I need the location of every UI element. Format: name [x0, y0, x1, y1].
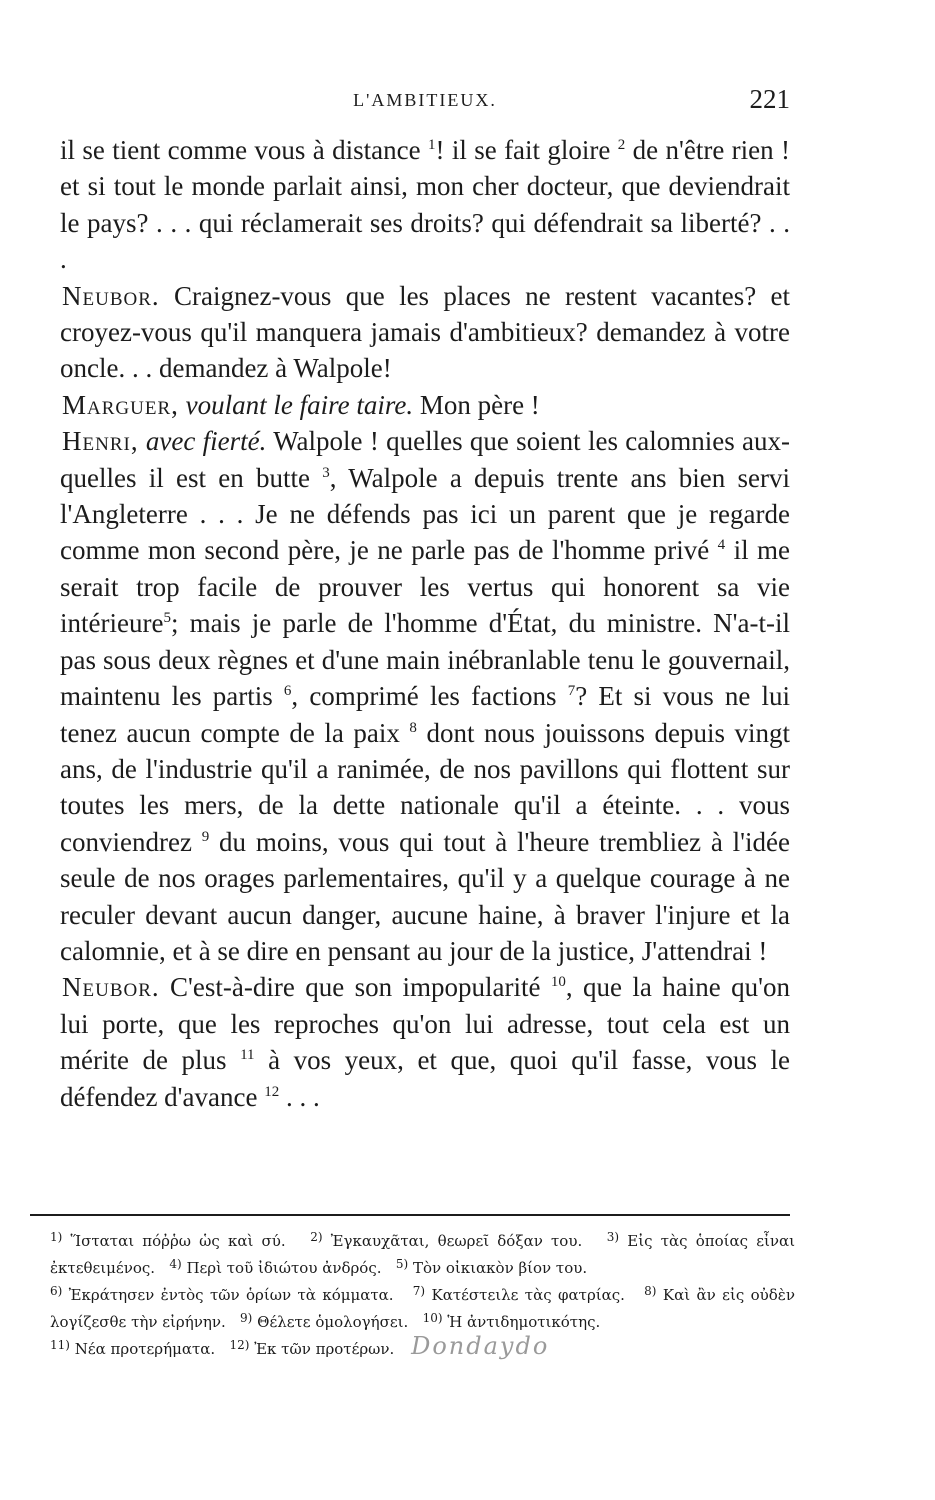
- running-title: L'AMBITIEUX.: [353, 90, 497, 110]
- footnote-text: Ἵσταται πόῤῥω ὡς καὶ σύ.: [70, 1232, 286, 1250]
- handwritten-signature: Dondaydo: [411, 1332, 550, 1360]
- footnote-number: 8): [644, 1284, 657, 1298]
- footnote-number: 2): [310, 1230, 323, 1244]
- speaker-name: Henri,: [62, 426, 139, 457]
- footnote-ref: 2: [617, 137, 626, 153]
- footnote-ref: 8: [409, 719, 417, 736]
- speaker-name: Neubor.: [62, 280, 160, 311]
- text-run: dont nous jouissons depuis vingt ans, de l'industrie qu'il a ranimée, de nos pavillons qui flottent sur toutes les mers, de la dette nationale qu'il a éteinte. . . vous conviendrez: [60, 717, 791, 857]
- text-run: il me serait trop facile de prouver les vertus qui honorent sa vie intérieure: [60, 535, 791, 639]
- footnote-ref: 5: [163, 610, 171, 627]
- footnote-ref: 12: [264, 1083, 280, 1100]
- footnote-text: Ἐγκαυχᾶται, θεωρεῖ δόξαν του.: [330, 1232, 583, 1250]
- footnote-ref: 3: [322, 464, 330, 481]
- footnote-ref: 10: [550, 974, 566, 991]
- page-header: [60, 84, 790, 124]
- footnote-text: Θέλετε ὁμολογήσει.: [257, 1313, 409, 1331]
- footnote-ref: 6: [283, 683, 292, 700]
- footnote-block: [50, 1226, 795, 1280]
- footnote-number: 11): [50, 1338, 70, 1352]
- text-run: il se tient comme vous à distance: [60, 135, 421, 165]
- footnote-number: 4): [169, 1257, 182, 1271]
- paragraph-henri: [60, 423, 790, 969]
- footnote-divider: [30, 1214, 790, 1216]
- footnote-text: Νέα προτερήματα.: [74, 1340, 216, 1358]
- speaker-name: Neubor.: [62, 972, 160, 1003]
- text-run: à vos yeux, et que, quoi qu'il fasse, vous le défendez d'avance: [60, 1045, 791, 1112]
- dialogue-text: [60, 132, 790, 1115]
- text-run: . . .: [285, 1081, 320, 1112]
- footnote-number: 9): [240, 1311, 253, 1325]
- paragraph-neubor-reply: [60, 969, 790, 1115]
- paragraph-marguer: [60, 387, 790, 423]
- footnote-number: 12): [229, 1338, 250, 1352]
- footnote-number: 7): [412, 1284, 426, 1298]
- page-number: 221: [749, 84, 790, 114]
- text-run: Walpole ! quelles que soient les calomnies aux-quelles il est en butte: [60, 426, 791, 493]
- footnote-number: 10): [422, 1311, 443, 1325]
- text-run: Mon père !: [419, 389, 540, 420]
- text-run: , que la haine qu'on lui porte, que les reproches qu'on lui adresse, tout cela est un mérite de plus: [60, 972, 790, 1076]
- footnote-text: Καὶ ἂν εἰς οὐδὲν λογίζεσθε τὴν εἰρήνην.: [50, 1286, 795, 1331]
- footnote-text: Ἐκ τῶν προτέρων.: [254, 1340, 395, 1358]
- text-run: du moins, vous qui tout à l'heure trembliez à l'idée seule de nos orages parlementaires, qu'il y a quelque courage à ne reculer devant aucun danger, aucune haine, à braver l'injure et la calomnie, et à se dire en pensant au jour de la justice, J'attendrai !: [60, 826, 791, 966]
- footnote-text: Εἰς τὰς ὁποίας εἶναι ἐκτεθειμένος.: [50, 1232, 795, 1277]
- footnote-text: Κατέστειλε τὰς φατρίας.: [431, 1286, 625, 1304]
- text-run: , comprimé les factions: [291, 681, 557, 712]
- speaker-name: Marguer,: [62, 389, 179, 420]
- footnote-ref: 11: [240, 1047, 255, 1064]
- text-run: , Walpole a depuis trente ans bien servi l'Angleterre . . . Je ne défends pas ici un parent que je regarde comme mon second père, je ne parle pas de l'homme privé: [60, 462, 790, 566]
- text-run: ; mais je parle de l'homme d'État, du ministre. N'a-t-il pas sous deux règnes et d'une main inébranlable tenu le gouvernail, maintenu les partis: [60, 608, 790, 712]
- footnote-ref: 9: [201, 828, 210, 845]
- footnote-block: [50, 1334, 795, 1361]
- footnote-text: Ἐκράτησεν ἐντὸς τῶν ὁρίων τὰ κόμματα.: [68, 1286, 394, 1304]
- text-run: ? Et si vous ne lui tenez aucun compte de la paix: [60, 681, 790, 748]
- stage-direction: voulant le faire taire.: [185, 389, 414, 420]
- footnote-text: Περὶ τοῦ ἰδιώτου ἀνδρός.: [186, 1259, 382, 1277]
- footnote-number: 5): [395, 1257, 409, 1271]
- paragraph-neubor: [60, 278, 790, 387]
- stage-direction: avec fierté.: [145, 426, 267, 457]
- text-run: ! il se fait gloire: [435, 135, 611, 165]
- footnotes: [50, 1226, 795, 1361]
- footnote-number: 1): [50, 1230, 63, 1244]
- footnote-number: 6): [50, 1284, 63, 1298]
- text-run: de n'être rien ! et si tout le monde parlait ainsi, mon cher docteur, que deviendrait le pays? . . . qui réclamerait ses droits? qui défendrait sa liberté? . . .: [60, 135, 791, 275]
- footnote-ref: 4: [717, 537, 726, 554]
- text-run: Craignez-vous que les places ne restent vacantes? et croyez-vous qu'il manquera jamais d'ambitieux? demandez à votre oncle. . . demandez à Walpole!: [60, 280, 790, 384]
- text-run: C'est-à-dire que son impopularité: [170, 972, 541, 1003]
- footnote-text: Τὸν οἰκιακὸν βίον του.: [412, 1259, 588, 1277]
- footnote-ref: 7: [567, 683, 576, 700]
- paragraph-continuation: [60, 132, 790, 278]
- footnote-number: 3): [606, 1230, 620, 1244]
- footnote-ref: 1: [427, 137, 436, 153]
- footnote-text: Ἡ ἀντιδημοτικότης.: [447, 1313, 601, 1331]
- footnote-block: [50, 1280, 795, 1334]
